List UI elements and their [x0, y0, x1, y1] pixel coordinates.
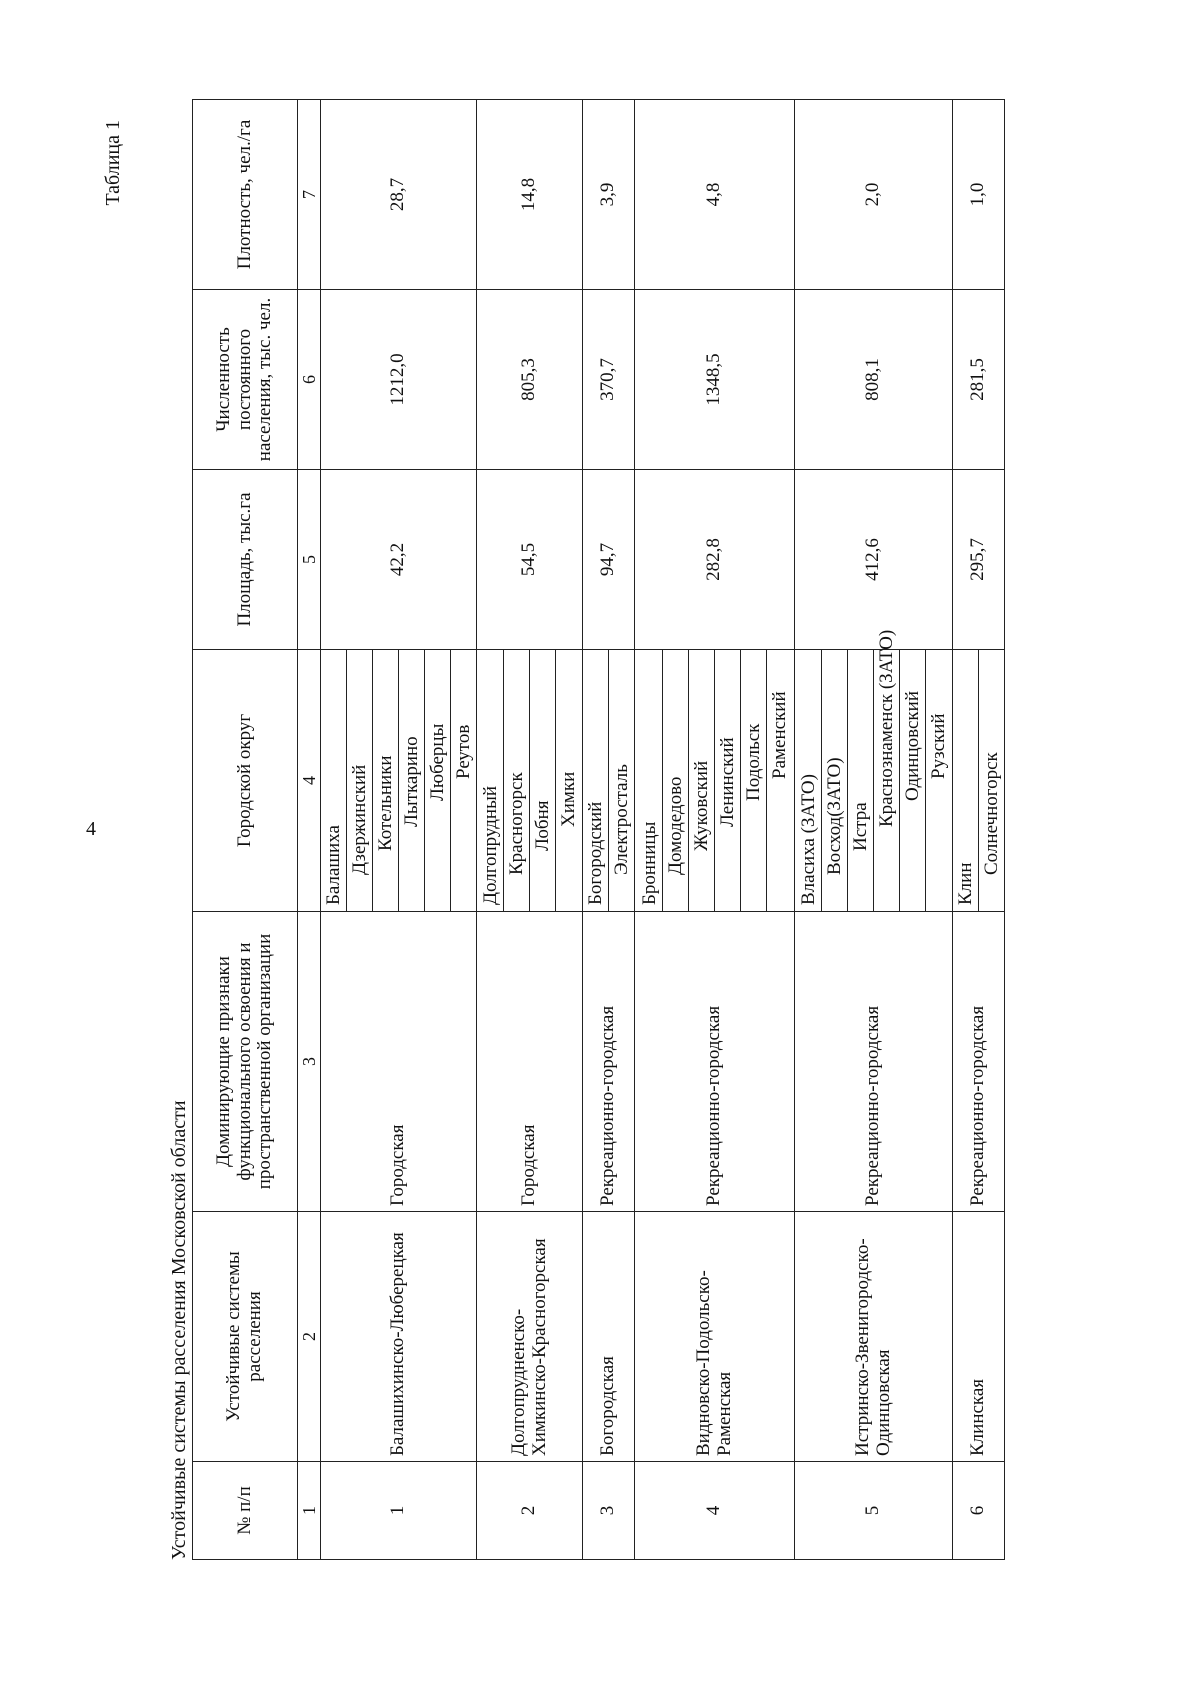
table-row	[477, 100, 583, 1560]
header-row	[193, 100, 298, 1560]
okrug-item: Красногорск	[504, 650, 530, 911]
population-value: 1212,0	[321, 290, 477, 470]
population-value: 805,3	[477, 290, 583, 470]
dominant-feature: Городская	[477, 912, 583, 1212]
okrug-item: Одинцовский	[900, 650, 926, 911]
document-title: Устойчивые системы расселения Московской области	[168, 1100, 190, 1560]
system-name: Видновско-Подольско-Раменская	[635, 1212, 795, 1462]
table-row	[795, 100, 953, 1560]
okrug-item: Балашиха	[321, 650, 347, 911]
okrug-item: Клин	[953, 650, 979, 911]
area-value: 295,7	[953, 470, 1005, 650]
okrug-item: Котельники	[373, 650, 399, 911]
okrug-list	[953, 650, 1005, 912]
row-number: 6	[953, 1462, 1005, 1560]
table-row	[583, 100, 635, 1560]
dominant-feature: Городская	[321, 912, 477, 1212]
settlement-systems-table	[192, 99, 1005, 1560]
okrug-list	[477, 650, 583, 912]
okrug-item: Жуковский	[689, 650, 715, 911]
column-number: 4	[298, 650, 321, 912]
okrug-item: Электросталь	[611, 764, 632, 875]
header-feature: Доминирующие признаки функционального освоения и пространственной организации	[193, 912, 298, 1212]
okrug-item: Долгопрудный	[478, 650, 504, 911]
okrug-item: Богородский	[583, 650, 609, 911]
okrug-item: Ленинский	[715, 650, 741, 911]
okrug-item: Подольск	[741, 650, 767, 911]
area-value: 94,7	[583, 470, 635, 650]
okrug-list	[635, 650, 795, 912]
column-number-row	[298, 100, 321, 1560]
rotated-page-content	[102, 100, 1030, 1560]
population-value: 808,1	[795, 290, 953, 470]
table-row	[321, 100, 477, 1560]
okrug-item: Раменский	[769, 691, 790, 779]
population-value: 281,5	[953, 290, 1005, 470]
column-number: 3	[298, 912, 321, 1212]
header-density: Плотность, чел./га	[193, 100, 298, 290]
table-row	[635, 100, 795, 1560]
area-value: 54,5	[477, 470, 583, 650]
okrug-item: Домодедово	[663, 650, 689, 911]
header-system: Устойчивые системы расселения	[193, 1212, 298, 1462]
okrug-item: Химки	[558, 771, 579, 827]
header-okrug: Городской округ	[193, 650, 298, 912]
row-number: 5	[795, 1462, 953, 1560]
density-value: 2,0	[795, 100, 953, 290]
table-label: Таблица 1	[102, 120, 124, 206]
system-name: Балашихинско-Люберецкая	[321, 1212, 477, 1462]
okrug-item: Власиха (ЗАТО)	[796, 650, 822, 911]
header-num: № п/п	[193, 1462, 298, 1560]
column-number: 5	[298, 470, 321, 650]
system-name: Долгопрудненско-Химкинско-Красногорская	[477, 1212, 583, 1462]
population-value: 370,7	[583, 290, 635, 470]
header-area: Площадь, тыс.га	[193, 470, 298, 650]
okrug-list	[583, 650, 635, 912]
okrug-list	[795, 629, 953, 912]
okrug-item: Восход(ЗАТО)	[822, 650, 848, 911]
density-value: 4,8	[635, 100, 795, 290]
system-name: Богородская	[583, 1212, 635, 1462]
row-number: 1	[321, 1462, 477, 1560]
dominant-feature: Рекреационно-городская	[953, 912, 1005, 1212]
okrug-list	[321, 650, 477, 912]
column-number: 1	[298, 1462, 321, 1560]
okrug-item: Рузский	[928, 713, 949, 779]
column-number: 6	[298, 290, 321, 470]
okrug-item: Солнечногорск	[981, 752, 1002, 875]
okrug-item: Лобня	[530, 650, 556, 911]
okrug-item: Истра	[848, 650, 874, 911]
page-number: 4	[86, 818, 96, 840]
area-value: 412,6	[795, 470, 953, 650]
density-value: 3,9	[583, 100, 635, 290]
density-value: 28,7	[321, 100, 477, 290]
okrug-item: Лыткарино	[399, 650, 425, 911]
area-value: 42,2	[321, 470, 477, 650]
header-population: Численность постоянного населения, тыс. чел.	[193, 290, 298, 470]
row-number: 2	[477, 1462, 583, 1560]
system-name: Истринско-Звенигородско-Одинцовская	[795, 1212, 953, 1462]
okrug-item: Дзержинский	[347, 650, 373, 911]
area-value: 282,8	[635, 470, 795, 650]
dominant-feature: Рекреационно-городская	[583, 912, 635, 1212]
okrug-item: Бронницы	[637, 650, 663, 911]
row-number: 3	[583, 1462, 635, 1560]
okrug-item: Люберцы	[425, 650, 451, 911]
table-row	[953, 100, 1005, 1560]
system-name: Клинская	[953, 1212, 1005, 1462]
column-number: 2	[298, 1212, 321, 1462]
okrug-item: Реутов	[453, 724, 474, 779]
density-value: 1,0	[953, 100, 1005, 290]
population-value: 1348,5	[635, 290, 795, 470]
okrug-item: Краснознаменск (ЗАТО)	[874, 650, 900, 911]
row-number: 4	[635, 1462, 795, 1560]
density-value: 14,8	[477, 100, 583, 290]
dominant-feature: Рекреационно-городская	[795, 912, 953, 1212]
column-number: 7	[298, 100, 321, 290]
dominant-feature: Рекреационно-городская	[635, 912, 795, 1212]
